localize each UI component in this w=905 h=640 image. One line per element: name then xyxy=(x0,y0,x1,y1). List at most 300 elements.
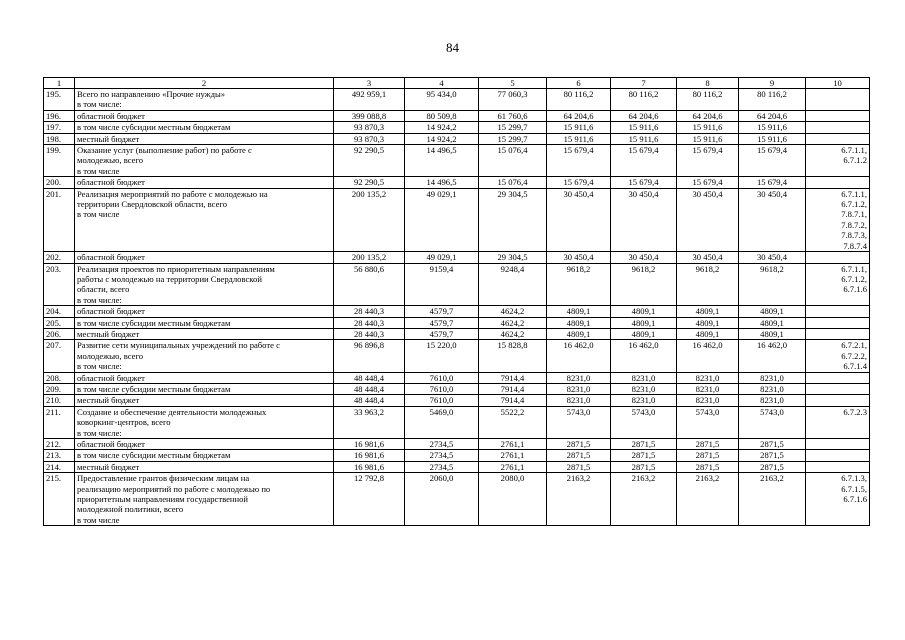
amount-cell: 28 440,3 xyxy=(334,328,405,339)
table-body xyxy=(44,78,870,526)
row-number: 200. xyxy=(44,177,75,188)
description-line: Создание и обеспечение деятельности молодежных xyxy=(77,406,267,417)
amount-cell: 16 981,6 xyxy=(334,461,405,472)
amount-cell: 9248,4 xyxy=(479,263,547,306)
amount-cell: 15 679,4 xyxy=(611,145,677,177)
description-line: в том числе субсидии местным бюджетам xyxy=(77,317,231,328)
target-code-cell xyxy=(806,263,870,306)
amount-cell: 64 204,6 xyxy=(739,110,806,121)
amount-cell: 5469,0 xyxy=(405,406,479,438)
amount-cell: 8231,0 xyxy=(547,372,611,383)
amount-cell: 7610,0 xyxy=(405,372,479,383)
row-number: 201. xyxy=(44,188,75,251)
row-number: 199. xyxy=(44,145,75,177)
amount-cell: 4809,1 xyxy=(677,306,739,317)
amount-cell: 12 792,8 xyxy=(334,473,405,526)
description-line: местный бюджет xyxy=(77,395,140,406)
amount-cell: 15 679,4 xyxy=(611,177,677,188)
amount-cell: 492 959,1 xyxy=(334,89,405,111)
table-row xyxy=(44,306,870,317)
row-number: 204. xyxy=(44,306,75,317)
target-code: 7.8.7.3, xyxy=(841,230,867,241)
row-description xyxy=(75,177,334,188)
amount-cell: 28 440,3 xyxy=(334,317,405,328)
target-code: 6.7.1.2, xyxy=(841,273,867,284)
amount-cell: 2871,5 xyxy=(547,439,611,450)
row-number: 196. xyxy=(44,110,75,121)
row-number: 208. xyxy=(44,372,75,383)
amount-cell: 4809,1 xyxy=(739,328,806,339)
amount-cell: 7914,4 xyxy=(479,372,547,383)
row-number: 202. xyxy=(44,252,75,263)
amount-cell: 2871,5 xyxy=(677,439,739,450)
target-code-cell xyxy=(806,89,870,111)
amount-cell: 2761,1 xyxy=(479,450,547,461)
amount-cell: 4809,1 xyxy=(611,317,677,328)
row-description xyxy=(75,328,334,339)
amount-cell: 15 911,6 xyxy=(547,133,611,144)
amount-cell: 2761,1 xyxy=(479,461,547,472)
amount-cell: 30 450,4 xyxy=(547,252,611,263)
amount-cell: 16 462,0 xyxy=(611,340,677,372)
row-description xyxy=(75,383,334,394)
target-code: 6.7.1.5, xyxy=(841,483,867,494)
amount-cell: 2871,5 xyxy=(547,450,611,461)
description-line: молодежью, всего xyxy=(77,155,144,166)
amount-cell: 49 029,1 xyxy=(405,188,479,251)
description-line: местный бюджет xyxy=(77,133,140,144)
amount-cell: 4579,7 xyxy=(405,328,479,339)
amount-cell: 15 299,7 xyxy=(479,133,547,144)
amount-cell: 15 911,6 xyxy=(739,133,806,144)
description-line: работы с молодежью на территории Свердловской xyxy=(77,273,262,284)
amount-cell: 5743,0 xyxy=(739,406,806,438)
description-line: Развитие сети муниципальных учреждений по работе с xyxy=(77,340,280,351)
amount-cell: 2871,5 xyxy=(739,461,806,472)
target-code-cell xyxy=(806,450,870,461)
table-row xyxy=(44,145,870,177)
amount-cell: 15 911,6 xyxy=(677,133,739,144)
description-line: области, всего xyxy=(77,284,130,295)
target-code-cell xyxy=(806,406,870,438)
column-numbers-row xyxy=(44,78,870,89)
amount-cell: 16 462,0 xyxy=(677,340,739,372)
amount-cell: 30 450,4 xyxy=(677,188,739,251)
amount-cell: 61 760,6 xyxy=(479,110,547,121)
amount-cell: 8231,0 xyxy=(677,372,739,383)
amount-cell: 15 076,4 xyxy=(479,145,547,177)
amount-cell: 80 116,2 xyxy=(677,89,739,111)
amount-cell: 30 450,4 xyxy=(547,188,611,251)
amount-cell: 7914,4 xyxy=(479,395,547,406)
amount-cell: 4809,1 xyxy=(677,317,739,328)
amount-cell: 8231,0 xyxy=(677,395,739,406)
amount-cell: 93 870,3 xyxy=(334,122,405,133)
table-row xyxy=(44,340,870,372)
amount-cell: 399 088,8 xyxy=(334,110,405,121)
table-row xyxy=(44,439,870,450)
description-line: областной бюджет xyxy=(77,306,145,317)
target-code: 6.7.1.1, xyxy=(841,263,867,274)
target-code: 7.8.7.1, xyxy=(841,209,867,220)
amount-cell: 14 924,2 xyxy=(405,122,479,133)
amount-cell: 92 290,5 xyxy=(334,145,405,177)
target-code-cell xyxy=(806,110,870,121)
row-number: 195. xyxy=(44,89,75,111)
description-line: областной бюджет xyxy=(77,110,145,121)
amount-cell: 16 462,0 xyxy=(739,340,806,372)
table-row xyxy=(44,473,870,526)
row-number: 211. xyxy=(44,406,75,438)
amount-cell: 96 896,8 xyxy=(334,340,405,372)
amount-cell: 8231,0 xyxy=(611,395,677,406)
column-number: 8 xyxy=(677,78,739,89)
table-row xyxy=(44,110,870,121)
amount-cell: 4624,2 xyxy=(479,306,547,317)
table-row xyxy=(44,372,870,383)
amount-cell: 2871,5 xyxy=(739,450,806,461)
amount-cell: 2871,5 xyxy=(611,439,677,450)
amount-cell: 8231,0 xyxy=(739,395,806,406)
page-number: 84 xyxy=(446,40,459,55)
row-number: 209. xyxy=(44,383,75,394)
target-code-cell xyxy=(806,145,870,177)
column-number: 2 xyxy=(75,78,334,89)
table-row xyxy=(44,317,870,328)
amount-cell: 80 116,2 xyxy=(739,89,806,111)
amount-cell: 2060,0 xyxy=(405,473,479,526)
budget-table xyxy=(43,77,870,526)
amount-cell: 48 448,4 xyxy=(334,372,405,383)
target-code: 6.7.2.3 xyxy=(843,406,867,417)
column-number: 10 xyxy=(806,78,870,89)
amount-cell: 64 204,6 xyxy=(547,110,611,121)
description-line: в том числе: xyxy=(77,99,122,110)
row-number: 206. xyxy=(44,328,75,339)
description-line: в том числе субсидии местным бюджетам xyxy=(77,450,231,461)
row-number: 198. xyxy=(44,133,75,144)
amount-cell: 2761,1 xyxy=(479,439,547,450)
table-row xyxy=(44,263,870,306)
amount-cell: 4624,2 xyxy=(479,317,547,328)
amount-cell: 4809,1 xyxy=(611,328,677,339)
column-number: 4 xyxy=(405,78,479,89)
amount-cell: 15 911,6 xyxy=(547,122,611,133)
amount-cell: 80 116,2 xyxy=(611,89,677,111)
amount-cell: 2871,5 xyxy=(677,450,739,461)
target-code-cell xyxy=(806,439,870,450)
amount-cell: 15 911,6 xyxy=(611,122,677,133)
description-line: Реализация мероприятий по работе с молодежью на xyxy=(77,188,268,199)
amount-cell: 30 450,4 xyxy=(677,252,739,263)
row-description xyxy=(75,406,334,438)
amount-cell: 29 304,5 xyxy=(479,252,547,263)
amount-cell: 200 135,2 xyxy=(334,188,405,251)
amount-cell: 8231,0 xyxy=(547,395,611,406)
amount-cell: 95 434,0 xyxy=(405,89,479,111)
description-line: местный бюджет xyxy=(77,461,140,472)
description-line: в том числе субсидии местным бюджетам xyxy=(77,122,231,133)
amount-cell: 49 029,1 xyxy=(405,252,479,263)
row-number: 210. xyxy=(44,395,75,406)
description-line xyxy=(77,220,331,230)
description-line: в том числе xyxy=(77,165,120,176)
target-code: 7.8.7.2, xyxy=(841,219,867,230)
target-code: 7.8.7.4 xyxy=(843,240,867,251)
table-row xyxy=(44,252,870,263)
amount-cell: 8231,0 xyxy=(547,383,611,394)
amount-cell: 7914,4 xyxy=(479,383,547,394)
row-description xyxy=(75,122,334,133)
amount-cell: 4809,1 xyxy=(677,328,739,339)
amount-cell: 56 880,6 xyxy=(334,263,405,306)
amount-cell: 4809,1 xyxy=(547,328,611,339)
target-code: 6.7.2.2, xyxy=(841,350,867,361)
target-code-cell xyxy=(806,177,870,188)
amount-cell: 5522,2 xyxy=(479,406,547,438)
amount-cell: 30 450,4 xyxy=(739,252,806,263)
target-code-cell xyxy=(806,395,870,406)
amount-cell: 7610,0 xyxy=(405,395,479,406)
table-row xyxy=(44,177,870,188)
row-number: 214. xyxy=(44,461,75,472)
target-code-cell xyxy=(806,133,870,144)
target-code: 6.7.1.6 xyxy=(843,284,867,295)
target-code-cell xyxy=(806,188,870,251)
amount-cell: 16 981,6 xyxy=(334,450,405,461)
description-line: приоритетным направлениям государственной xyxy=(77,494,249,505)
target-code-cell xyxy=(806,252,870,263)
amount-cell: 9618,2 xyxy=(677,263,739,306)
amount-cell: 48 448,4 xyxy=(334,395,405,406)
amount-cell: 2163,2 xyxy=(547,473,611,526)
amount-cell: 8231,0 xyxy=(739,372,806,383)
target-code-cell xyxy=(806,317,870,328)
amount-cell: 30 450,4 xyxy=(739,188,806,251)
description-line: территории Свердловской области, всего xyxy=(77,199,228,210)
amount-cell: 16 981,6 xyxy=(334,439,405,450)
amount-cell: 77 060,3 xyxy=(479,89,547,111)
amount-cell: 4809,1 xyxy=(611,306,677,317)
amount-cell: 9159,4 xyxy=(405,263,479,306)
row-description xyxy=(75,340,334,372)
amount-cell: 93 870,3 xyxy=(334,133,405,144)
column-number: 3 xyxy=(334,78,405,89)
description-line: Предоставление грантов физическим лицам на xyxy=(77,473,250,484)
amount-cell: 2871,5 xyxy=(547,461,611,472)
table-row xyxy=(44,89,870,111)
row-number: 203. xyxy=(44,263,75,306)
amount-cell: 9618,2 xyxy=(611,263,677,306)
row-description xyxy=(75,450,334,461)
target-code-cell xyxy=(806,372,870,383)
description-line: коворкинг-центров, всего xyxy=(77,417,171,428)
table-row xyxy=(44,328,870,339)
amount-cell: 2080,0 xyxy=(479,473,547,526)
table-row xyxy=(44,133,870,144)
row-description xyxy=(75,439,334,450)
amount-cell: 14 924,2 xyxy=(405,133,479,144)
amount-cell: 29 304,5 xyxy=(479,188,547,251)
description-line: местный бюджет xyxy=(77,328,140,339)
table-row xyxy=(44,122,870,133)
target-code-cell xyxy=(806,473,870,526)
amount-cell: 15 679,4 xyxy=(677,145,739,177)
description-line: областной бюджет xyxy=(77,252,145,263)
description-line: в том числе субсидии местным бюджетам xyxy=(77,383,231,394)
row-description xyxy=(75,461,334,472)
amount-cell: 92 290,5 xyxy=(334,177,405,188)
amount-cell: 15 679,4 xyxy=(547,145,611,177)
amount-cell: 5743,0 xyxy=(677,406,739,438)
amount-cell: 8231,0 xyxy=(611,383,677,394)
amount-cell: 80 509,8 xyxy=(405,110,479,121)
row-description xyxy=(75,473,334,526)
amount-cell: 8231,0 xyxy=(739,383,806,394)
description-line: Оказание услуг (выполнение работ) по работе с xyxy=(77,145,252,156)
row-description xyxy=(75,317,334,328)
amount-cell: 30 450,4 xyxy=(611,252,677,263)
row-number: 215. xyxy=(44,473,75,526)
amount-cell: 200 135,2 xyxy=(334,252,405,263)
table-row xyxy=(44,395,870,406)
target-code-cell xyxy=(806,461,870,472)
amount-cell: 4579,7 xyxy=(405,317,479,328)
amount-cell: 7610,0 xyxy=(405,383,479,394)
row-description xyxy=(75,188,334,251)
description-line xyxy=(77,230,331,240)
description-line: в том числе: xyxy=(77,361,122,372)
amount-cell: 15 911,6 xyxy=(677,122,739,133)
row-description xyxy=(75,306,334,317)
amount-cell: 2871,5 xyxy=(611,450,677,461)
amount-cell: 2734,5 xyxy=(405,450,479,461)
amount-cell: 28 440,3 xyxy=(334,306,405,317)
amount-cell: 64 204,6 xyxy=(677,110,739,121)
amount-cell: 2871,5 xyxy=(739,439,806,450)
amount-cell: 4809,1 xyxy=(739,317,806,328)
row-number: 205. xyxy=(44,317,75,328)
description-line: молодежной политики, всего xyxy=(77,504,184,515)
table-row xyxy=(44,383,870,394)
target-code: 6.7.1.3, xyxy=(841,473,867,484)
description-line: Всего по направлению «Прочие нужды» xyxy=(77,89,226,99)
amount-cell: 15 828,8 xyxy=(479,340,547,372)
amount-cell: 9618,2 xyxy=(547,263,611,306)
table-row xyxy=(44,450,870,461)
amount-cell: 64 204,6 xyxy=(611,110,677,121)
row-description xyxy=(75,110,334,121)
amount-cell: 4809,1 xyxy=(739,306,806,317)
row-number: 207. xyxy=(44,340,75,372)
amount-cell: 5743,0 xyxy=(611,406,677,438)
row-description xyxy=(75,395,334,406)
description-line: областной бюджет xyxy=(77,439,145,449)
target-code-cell xyxy=(806,122,870,133)
amount-cell: 48 448,4 xyxy=(334,383,405,394)
target-code-cell xyxy=(806,328,870,339)
amount-cell: 8231,0 xyxy=(611,372,677,383)
target-code-cell xyxy=(806,306,870,317)
table-row xyxy=(44,188,870,251)
amount-cell: 2871,5 xyxy=(611,461,677,472)
column-number: 1 xyxy=(44,78,75,89)
amount-cell: 15 679,4 xyxy=(677,177,739,188)
target-code: 6.7.1.6 xyxy=(843,494,867,505)
amount-cell: 15 299,7 xyxy=(479,122,547,133)
target-code: 6.7.1.2, xyxy=(841,199,867,210)
amount-cell: 2734,5 xyxy=(405,461,479,472)
row-description xyxy=(75,133,334,144)
row-description xyxy=(75,372,334,383)
amount-cell: 4624,2 xyxy=(479,328,547,339)
amount-cell: 8231,0 xyxy=(677,383,739,394)
amount-cell: 4809,1 xyxy=(547,306,611,317)
column-number: 6 xyxy=(547,78,611,89)
row-number: 212. xyxy=(44,439,75,450)
amount-cell: 16 462,0 xyxy=(547,340,611,372)
target-code-cell xyxy=(806,340,870,372)
amount-cell: 15 679,4 xyxy=(547,177,611,188)
amount-cell: 14 496,5 xyxy=(405,145,479,177)
target-code: 6.7.2.1, xyxy=(841,340,867,351)
amount-cell: 14 496,5 xyxy=(405,177,479,188)
column-number: 7 xyxy=(611,78,677,89)
description-line: в том числе xyxy=(77,514,120,525)
target-code: 6.7.1.4 xyxy=(843,361,867,372)
column-number: 9 xyxy=(739,78,806,89)
description-line: молодежью, всего xyxy=(77,350,144,361)
target-code: 6.7.1.1, xyxy=(841,145,867,156)
amount-cell: 15 076,4 xyxy=(479,177,547,188)
amount-cell: 33 963,2 xyxy=(334,406,405,438)
amount-cell: 15 679,4 xyxy=(739,177,806,188)
row-description xyxy=(75,252,334,263)
column-number: 5 xyxy=(479,78,547,89)
amount-cell: 15 911,6 xyxy=(611,133,677,144)
description-line: в том числе: xyxy=(77,427,122,438)
row-description xyxy=(75,89,334,111)
amount-cell: 2871,5 xyxy=(677,461,739,472)
description-line: областной бюджет xyxy=(77,372,145,383)
amount-cell: 4579,7 xyxy=(405,306,479,317)
row-number: 197. xyxy=(44,122,75,133)
row-description xyxy=(75,263,334,306)
row-number: 213. xyxy=(44,450,75,461)
description-line: в том числе xyxy=(77,209,120,220)
amount-cell: 4809,1 xyxy=(547,317,611,328)
amount-cell: 5743,0 xyxy=(547,406,611,438)
amount-cell: 80 116,2 xyxy=(547,89,611,111)
amount-cell: 15 220,0 xyxy=(405,340,479,372)
target-code: 6.7.1.1, xyxy=(841,188,867,199)
description-line: Реализация проектов по приоритетным направлениям xyxy=(77,263,275,274)
amount-cell: 30 450,4 xyxy=(611,188,677,251)
amount-cell: 9618,2 xyxy=(739,263,806,306)
amount-cell: 15 911,6 xyxy=(739,122,806,133)
target-code-cell xyxy=(806,383,870,394)
description-line: областной бюджет xyxy=(77,177,145,188)
table-row xyxy=(44,461,870,472)
table-row xyxy=(44,406,870,438)
amount-cell: 15 679,4 xyxy=(739,145,806,177)
description-line: в том числе: xyxy=(77,294,122,305)
amount-cell: 2163,2 xyxy=(677,473,739,526)
amount-cell: 2163,2 xyxy=(739,473,806,526)
target-code: 6.7.1.2 xyxy=(843,155,867,166)
row-description xyxy=(75,145,334,177)
description-line: реализацию мероприятий по работе с молодежью по xyxy=(77,483,271,494)
